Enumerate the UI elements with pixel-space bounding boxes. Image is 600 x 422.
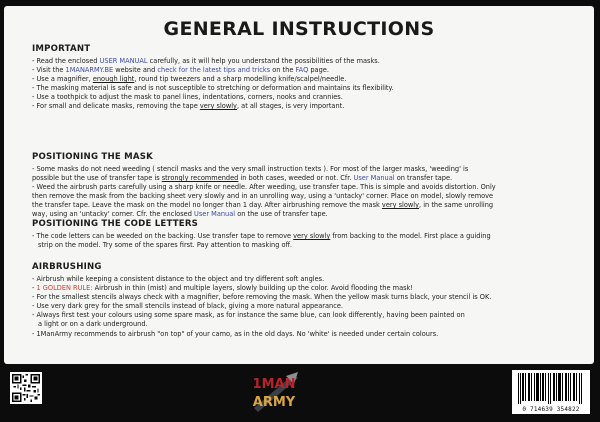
airbrush-line-2: - 1 GOLDEN RULE: Airbrush in thin (mist) and multiple layers, slowly building up the color. Avoid flooding the mask!: [32, 284, 414, 293]
instruction-sheet: [4, 6, 594, 364]
mask-line-3: - Weed the airbrush parts carefully using a sharp knife or needle. After weeding, use transfer tape. This is simple and avoids distortion. Only: [32, 183, 496, 192]
mask-line-5: the transfer tape. Leave the mask on the model no longer than 1 day. After airbrushing remove the mask very slowly, in the same unrolling: [32, 201, 494, 210]
airbrush-line-6: a light or on a dark underground.: [38, 320, 148, 329]
faq-link[interactable]: FAQ: [295, 66, 309, 75]
mask-line-4: then remove the mask from the backing sheet very slowly and in an unrolling way, using a 'untacky' corner. Place on model, slowly remove: [32, 192, 494, 201]
important-line-1: - Read the enclosed USER MANUAL carefully, as it will help you understand the possibilities of the masks.: [32, 57, 380, 65]
mask-line-1: - Some masks do not need weeding ( stencil masks and the very small instruction texts ). For most of the larger masks, 'weeding' is: [32, 165, 469, 173]
barcode-number: 0 714639 354822: [522, 406, 580, 413]
important-line-5: - Use a toothpick to adjust the mask to panel lines, indentations, corners, nooks and crannies.: [32, 93, 343, 102]
barcode-icon: [512, 370, 590, 404]
page-title: GENERAL INSTRUCTIONS: [163, 18, 435, 40]
brand-logo-icon: [236, 368, 312, 414]
airbrush-line-7: - 1ManArmy recommends to airbrush "on top" of your camo, as in the old days. No 'white' is needed under certain colours.: [32, 329, 439, 338]
important-line-4: - The masking material is safe and is not susceptible to stretching or deformation and maintains its flexibility.: [32, 84, 394, 93]
mask-line-2: possible but the use of transfer tape is strongly recommended in both cases, weeded or not. Cfr. User Manual on transfer tape.: [32, 174, 453, 183]
logo-text: 1MAN: [252, 377, 296, 392]
positioning-code-section: [32, 219, 584, 250]
mask-line-6: way, using an 'untacky' corner. Cfr. the enclosed User Manual on the use of transfer tape.: [32, 210, 328, 219]
airbrush-line-4: - Use very dark grey for the small stencils instead of black, giving a more natural appearance.: [32, 302, 343, 311]
user-manual-link[interactable]: User Manual: [353, 174, 395, 183]
important-heading: IMPORTANT: [32, 44, 91, 54]
airbrush-line-3: - For the smallest stencils always check with a magnifier, before removing the mask. When the yellow mask turns black, your stencil is OK.: [32, 293, 492, 302]
golden-rule-label: 1 GOLDEN RULE:: [36, 284, 93, 293]
airbrush-line-5: - Always first test your colours using some spare mask, as for instance the same blue, can look differently, having been painted on: [32, 311, 465, 320]
positioning-mask-heading: POSITIONING THE MASK: [32, 152, 153, 162]
important-line-3: - Use a magnifier, enough light, round tip tweezers and a sharp modelling knife/scalpel/needle.: [32, 75, 347, 84]
airbrush-line-1: - Airbrush while keeping a consistent distance to the object and try different soft angles.: [32, 275, 325, 283]
brand-logo: [236, 368, 312, 414]
footer-strip: [0, 364, 600, 422]
important-line-6: - For small and delicate masks, removing the tape very slowly, at all stages, is very important.: [32, 102, 345, 111]
positioning-code-heading: POSITIONING THE CODE LETTERS: [32, 219, 199, 229]
svg-text:ARMY: ARMY: [252, 395, 296, 410]
user-manual-link[interactable]: USER MANUAL: [99, 57, 148, 65]
airbrushing-section: [32, 262, 584, 339]
website-link[interactable]: 1MANARMY.BE: [65, 66, 114, 75]
positioning-mask-section: [32, 152, 584, 220]
qr-code-icon: [12, 374, 40, 402]
user-manual-link[interactable]: User Manual: [194, 210, 236, 219]
barcode: [512, 370, 590, 414]
qr-code[interactable]: [10, 372, 42, 404]
code-line-2: strip on the model. Try some of the spares first. Pay attention to masking off.: [38, 241, 293, 250]
important-line-2: - Visit the 1MANARMY.BE website and check for the latest tips and tricks on the FAQ page.: [32, 66, 329, 75]
tips-link[interactable]: check for the latest tips and tricks: [157, 66, 271, 75]
code-line-1: - The code letters can be weeded on the backing. Use transfer tape to remove very slowly from backing to the model. First place a guiding: [32, 232, 491, 240]
important-section: [32, 44, 584, 112]
airbrushing-heading: AIRBRUSHING: [32, 262, 102, 272]
